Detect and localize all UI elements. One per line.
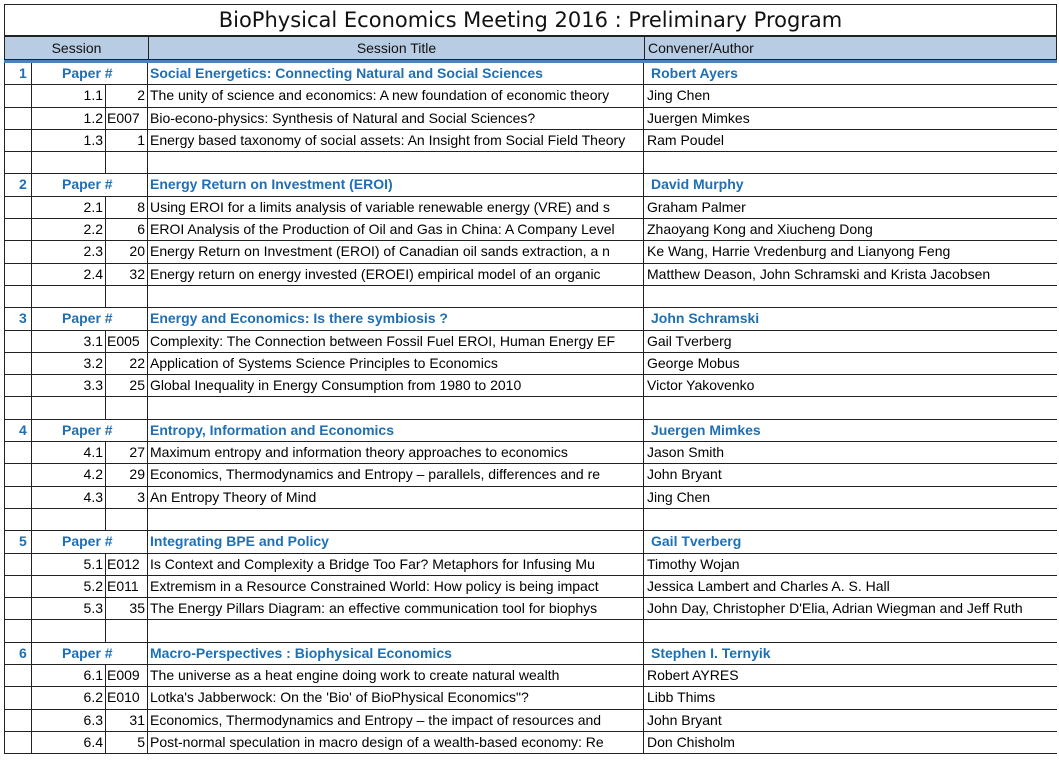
blank-cell [4,375,32,396]
blank-cell [32,152,106,173]
blank-cell [106,286,148,307]
blank-cell [106,152,148,173]
paper-title: Energy based taxonomy of social assets: An Insight from Social Field Theory [148,130,644,151]
paper-id: 1.2 [32,108,106,129]
paper-code: E011 [106,576,148,597]
session-row [4,63,1057,85]
paper-author: John Bryant [647,466,722,483]
blank-cell [644,509,1057,530]
session-title: Integrating BPE and Policy [148,531,644,552]
paper-author: Jing Chen [647,87,711,104]
paper-author: Jing Chen [647,488,711,505]
paper-title: The unity of science and economics: A new foundation of economic theory [148,85,644,106]
paper-number-label: Paper # [32,531,148,552]
session-convener: Robert Ayers [651,65,738,81]
paper-id: 2.2 [32,219,106,240]
paper-code: 8 [106,197,148,218]
paper-id: 2.4 [32,264,106,285]
paper-title: Extremism in a Resource Constrained World: How policy is being impact [148,576,644,597]
blank-cell [106,509,148,530]
paper-title: Complexity: The Connection between Fossil Fuel EROI, Human Energy EF [148,331,644,352]
paper-author: Jessica Lambert and Charles A. S. Hall [647,577,890,594]
blank-cell [4,710,32,731]
blank-cell [644,620,1057,641]
blank-cell [106,620,148,641]
blank-cell [4,241,32,262]
blank-cell [4,219,32,240]
spacer-row [4,286,1057,308]
blank-cell [4,397,32,418]
blank-cell [148,286,644,307]
paper-row [4,241,1057,263]
paper-row [4,331,1057,353]
paper-row [4,219,1057,241]
spacer-row [4,152,1057,174]
paper-code: E007 [106,108,148,129]
paper-row [4,464,1057,486]
paper-id: 4.3 [32,487,106,508]
paper-code: 25 [106,375,148,396]
paper-id: 1.3 [32,130,106,151]
paper-author: Jason Smith [647,444,725,461]
paper-row [4,353,1057,375]
paper-row [4,598,1057,620]
paper-author: George Mobus [647,354,740,371]
paper-title: Is Context and Complexity a Bridge Too Far? Metaphors for Infusing Mu [148,554,644,575]
paper-id: 1.1 [32,85,106,106]
paper-code: E012 [106,554,148,575]
paper-author: John Bryant [647,711,722,728]
paper-author: Matthew Deason, John Schramski and Krista Jacobsen [647,265,991,282]
paper-code: 5 [106,732,148,753]
blank-cell [4,576,32,597]
blank-cell [148,509,644,530]
paper-author: Graham Palmer [647,198,746,215]
session-number: 2 [4,174,32,195]
paper-title: Bio-econo-physics: Synthesis of Natural and Social Sciences? [148,108,644,129]
paper-author: Timothy Wojan [647,555,740,572]
blank-cell [4,197,32,218]
paper-id: 2.1 [32,197,106,218]
paper-row [4,442,1057,464]
blank-cell [32,509,106,530]
paper-number-label: Paper # [32,643,148,664]
paper-number-label: Paper # [32,174,148,195]
blank-cell [4,598,32,619]
blank-cell [4,665,32,686]
spacer-row [4,620,1057,642]
blank-cell [644,286,1057,307]
paper-author: Ke Wang, Harrie Vredenburg and Lianyong Feng [647,243,951,260]
paper-title: Global Inequality in Energy Consumption from 1980 to 2010 [148,375,644,396]
paper-code: 6 [106,219,148,240]
session-convener: Gail Tverberg [651,533,742,550]
paper-id: 5.1 [32,554,106,575]
blank-cell [4,108,32,129]
paper-author: Libb Thims [647,689,716,706]
paper-title: The Energy Pillars Diagram: an effective communication tool for biophys [148,598,644,619]
blank-cell [148,397,644,418]
paper-row [4,710,1057,732]
paper-title: Energy Return on Investment (EROI) of Canadian oil sands extraction, a n [148,241,644,262]
paper-code: 3 [106,487,148,508]
paper-author: John Day, Christopher D'Elia, Adrian Wiegman and Jeff Ruth [647,600,1023,617]
paper-code: 31 [106,710,148,731]
session-row [4,420,1057,442]
blank-cell [4,286,32,307]
paper-title: Maximum entropy and information theory approaches to economics [148,442,644,463]
paper-number-label: Paper # [32,308,148,329]
paper-title: Lotka's Jabberwock: On the 'Bio' of BioPhysical Economics"? [148,687,644,708]
paper-title: Economics, Thermodynamics and Entropy – parallels, differences and re [148,464,644,485]
program-table [4,63,1057,754]
session-number: 4 [4,420,32,441]
blank-cell [4,554,32,575]
page-title: BioPhysical Economics Meeting 2016 : Preliminary Program [4,4,1057,36]
blank-cell [4,487,32,508]
blank-cell [4,85,32,106]
blank-cell [644,152,1057,173]
paper-author: Don Chisholm [647,733,735,750]
session-row [4,174,1057,196]
paper-code: 35 [106,598,148,619]
paper-code: E010 [106,687,148,708]
header-session: Session [5,37,149,59]
session-number: 6 [4,643,32,664]
blank-cell [32,397,106,418]
paper-id: 5.3 [32,598,106,619]
paper-code: 2 [106,85,148,106]
paper-id: 6.2 [32,687,106,708]
session-convener: Stephen I. Ternyik [651,644,771,661]
blank-cell [4,442,32,463]
session-row [4,531,1057,553]
blank-cell [32,286,106,307]
blank-cell [106,397,148,418]
paper-title: Economics, Thermodynamics and Entropy – the impact of resources and [148,710,644,731]
paper-author: Zhaoyang Kong and Xiucheng Dong [647,221,873,238]
session-convener: John Schramski [651,310,760,327]
session-title: Energy Return on Investment (EROI) [148,174,644,195]
blank-cell [32,620,106,641]
paper-id: 3.3 [32,375,106,396]
session-title: Energy and Economics: Is there symbiosis ? [148,308,644,329]
paper-title: Using EROI for a limits analysis of variable renewable energy (VRE) and s [148,197,644,218]
blank-cell [4,732,32,753]
session-number: 1 [4,63,32,84]
session-title: Macro-Perspectives : Biophysical Economics [148,643,644,664]
blank-cell [148,152,644,173]
session-title: Social Energetics: Connecting Natural and Social Sciences [148,63,644,84]
paper-row [4,732,1057,754]
session-row [4,308,1057,330]
session-number: 3 [4,308,32,329]
session-convener: Juergen Mimkes [651,421,761,438]
paper-code: 1 [106,130,148,151]
paper-row [4,554,1057,576]
paper-id: 4.2 [32,464,106,485]
paper-row [4,108,1057,130]
paper-title: The universe as a heat engine doing work to create natural wealth [148,665,644,686]
blank-cell [4,130,32,151]
paper-author: Victor Yakovenko [647,377,755,394]
spacer-row [4,509,1057,531]
paper-number-label: Paper # [32,63,148,84]
paper-code: 22 [106,353,148,374]
paper-id: 4.1 [32,442,106,463]
blank-cell [4,264,32,285]
paper-title: Post-normal speculation in macro design of a wealth-based economy: Re [148,732,644,753]
paper-title: An Entropy Theory of Mind [148,487,644,508]
header-convener: Convener/Author [648,40,754,56]
blank-cell [4,353,32,374]
blank-cell [4,152,32,173]
paper-id: 3.2 [32,353,106,374]
paper-id: 3.1 [32,331,106,352]
paper-title: Energy return on energy invested (EROEI) empirical model of an organic [148,264,644,285]
paper-id: 6.4 [32,732,106,753]
paper-row [4,264,1057,286]
session-title: Entropy, Information and Economics [148,420,644,441]
paper-id: 2.3 [32,241,106,262]
session-convener: David Murphy [651,176,744,193]
blank-cell [148,620,644,641]
paper-code: 27 [106,442,148,463]
paper-author: Ram Poudel [647,131,725,148]
paper-id: 6.1 [32,665,106,686]
paper-row [4,375,1057,397]
paper-author: Gail Tverberg [647,332,732,349]
paper-row [4,130,1057,152]
blank-cell [4,331,32,352]
paper-title: Application of Systems Science Principles to Economics [148,353,644,374]
paper-row [4,665,1057,687]
paper-row [4,687,1057,709]
blank-cell [4,509,32,530]
column-header-row [4,36,1057,60]
paper-code: 32 [106,264,148,285]
paper-row [4,487,1057,509]
spacer-row [4,397,1057,419]
paper-title: EROI Analysis of the Production of Oil and Gas in China: A Company Level [148,219,644,240]
paper-id: 6.3 [32,710,106,731]
header-session-title: Session Title [149,37,645,59]
paper-code: 29 [106,464,148,485]
blank-cell [644,397,1057,418]
session-row [4,643,1057,665]
paper-id: 5.2 [32,576,106,597]
paper-row [4,576,1057,598]
blank-cell [4,687,32,708]
paper-row [4,197,1057,219]
paper-author: Robert AYRES [647,667,739,684]
paper-code: E009 [106,665,148,686]
paper-number-label: Paper # [32,420,148,441]
paper-author: Juergen Mimkes [647,109,750,126]
blank-cell [4,620,32,641]
paper-row [4,85,1057,107]
session-number: 5 [4,531,32,552]
paper-code: 20 [106,241,148,262]
blank-cell [4,464,32,485]
paper-code: E005 [106,331,148,352]
